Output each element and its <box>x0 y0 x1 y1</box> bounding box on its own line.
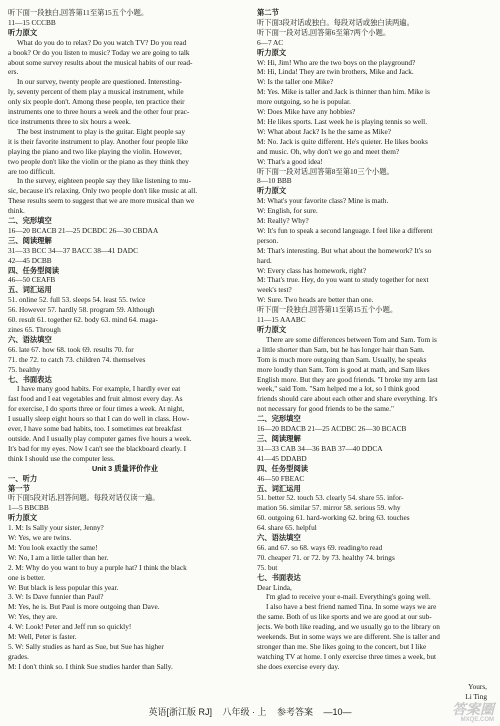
text-line: W: Does Mike have any hobbies? <box>257 107 356 117</box>
text-line: 71. the 72. to catch 73. children 74. themselves <box>8 354 146 364</box>
text-line: I also have a best friend named Tina. In some ways we are <box>266 602 437 612</box>
text-line: 31—33 BCC 34—37 BACC 38—41 DADC <box>8 245 138 255</box>
watermark-logo <box>452 699 494 723</box>
text-line: think I should use the computer less. <box>8 453 115 463</box>
text-line: W: No, I am a little taller than her. <box>8 552 109 562</box>
text-line: 1—5 BBCBB <box>8 503 49 513</box>
text-line: 16—20 BCACB 21—25 DCBDC 26—30 CBDAA <box>8 225 159 235</box>
text-line: 听下面3段对话或独白。每段对话或独白读两遍。 <box>257 17 414 27</box>
text-line: 二、完形填空 <box>8 216 52 226</box>
text-line: two people don't like the violin or the piano as they think they <box>8 156 189 166</box>
text-line: and music. Oh, why don't we go and meet them? <box>257 146 400 156</box>
text-line: Li Ting <box>465 691 487 701</box>
text-line: 听力原文 <box>257 325 287 334</box>
text-line: 41—45 DDABD <box>257 453 307 463</box>
text-line: 三、阅读理解 <box>8 235 52 245</box>
text-line: M: He likes sports. Last week he is playing tennis so well. <box>257 116 428 126</box>
text-line: W: English, for sure. <box>257 206 318 216</box>
text-line: 听下面5段对话,回答问题。每段对话仅读一遍。 <box>8 493 160 503</box>
page-footer <box>0 705 500 718</box>
text-line: 51. better 52. touch 53. clearly 54. share 55. infor- <box>257 493 404 503</box>
text-line: 66. late 67. how 68. took 69. results 70. for <box>8 344 134 354</box>
text-line: she does exercise every day. <box>257 661 340 671</box>
text-line: 四、任务型阅读 <box>8 265 60 275</box>
text-line: watching TV at home. I only exercise three times a week, but <box>257 651 437 661</box>
text-line: sic, because it's relaxing. Only two people don't like music at all. <box>8 186 198 196</box>
text-line: 听下面一段对话,回答第8至第10三个小题。 <box>257 166 394 176</box>
text-line: M: Well, Peter is faster. <box>8 632 77 642</box>
footer-label: 参考答案 <box>277 707 314 717</box>
text-line: W: It's fun to speak a second language. I feel like a different <box>257 225 433 235</box>
text-line: are too difficult. <box>8 166 56 176</box>
text-line: 一、听力 <box>8 473 38 483</box>
text-line: ly, seventy percent of them play a musical instrument, while <box>8 87 184 97</box>
text-line: Yours, <box>468 681 487 691</box>
text-line: I have many good habits. For example, I hardly ever eat <box>17 384 181 394</box>
text-line: 31—33 CAB 34—36 BAB 37—40 DDCA <box>257 443 383 453</box>
text-line: 16—20 BDACB 21—25 ACDBC 26—30 BCACB <box>257 424 407 434</box>
text-line: 70. cheaper 71. or 72. by 73. healthy 74. brings <box>257 552 395 562</box>
text-line: M: Really? Why? <box>257 216 309 226</box>
text-line: 第二节 <box>257 8 279 17</box>
text-line: think. <box>8 206 25 216</box>
text-line: M: Hi, Linda! They are twin brothers, Mike and Jack. <box>257 67 414 77</box>
text-line: ers. <box>8 67 19 77</box>
text-line: 3. W: Is Dave funnier than Paul? <box>8 592 104 602</box>
text-line: hard. <box>257 255 272 265</box>
text-line: 2. M: Why do you want to buy a purple hat? I think the black <box>8 562 187 572</box>
text-line: outside. And I usually play computer games five hours a week. <box>8 433 192 443</box>
text-line: The best instrument to play is the guitar. Eight people say <box>17 126 185 136</box>
text-line: 二、完形填空 <box>257 414 301 424</box>
text-line: 六、语法填空 <box>8 334 52 344</box>
text-line: W: But black is less popular this year. <box>8 582 119 592</box>
text-line: not necessary for good friends to be the same." <box>257 404 394 414</box>
text-line: I usually sleep eight hours so that I can do well in class. How- <box>8 414 190 424</box>
footer-subject: 英语[浙江版 RJ] <box>148 707 212 717</box>
text-line: for exercise, I do sports three or four times a week. At night, <box>8 404 185 414</box>
text-line: one is better. <box>8 572 46 582</box>
text-line: 56. However 57. hardly 58. program 59. Although <box>8 305 155 315</box>
text-line: 11—15 CCCBB <box>8 17 56 27</box>
text-line: W: That's a good idea! <box>257 156 323 166</box>
watermark-text: 答案圈 <box>452 701 494 717</box>
text-line: In our survey, twenty people are questioned. Interesting- <box>17 77 182 87</box>
text-line: M: No. Jack is quite different. He's quieter. He likes books <box>257 136 428 146</box>
text-line: English more. But they are good friends. "I broke my arm last <box>257 374 438 384</box>
text-line: These results seem to suggest that we are more musical than we <box>8 196 195 206</box>
text-line: a little shorter than Sam, but he has longer hair than Sam. <box>257 344 425 354</box>
text-line: 五、词汇运用 <box>257 483 301 493</box>
text-line: W: Sure. Two heads are better than one. <box>257 295 374 305</box>
text-line: 11—15 AAABC <box>257 315 306 325</box>
text-line: 8—10 BBB <box>257 176 292 186</box>
text-line: the same. Both of us like sports and we are good at our sub- <box>257 612 432 622</box>
footer-page-number: —10— <box>323 707 352 717</box>
text-line: W: Yes, we are twins. <box>8 533 72 543</box>
text-line: 5. W: Sally studies as hard as Sue, but Sue has higher <box>8 642 164 651</box>
text-line: M: That's true. Hey, do you want to study together for next <box>257 275 429 285</box>
text-line: grades. <box>8 651 29 661</box>
text-line: 听力原文 <box>257 47 287 57</box>
text-line: 6—7 AC <box>257 37 284 47</box>
text-line: 60. outgoing 61. hard-working 62. bring 63. touches <box>257 513 410 523</box>
text-line: week," said Tom. "Sam helped me a lot, so I think good <box>257 384 420 394</box>
text-line: 1. M: Is Sally your sister, Jenny? <box>8 523 104 533</box>
text-line: it is their favorite instrument to play. Another four people like <box>8 136 189 146</box>
text-line: about some survey results about the musical habits of our read- <box>8 57 193 67</box>
text-line: Unit 3 质量评价作业 <box>91 463 159 473</box>
text-line: What do you do to relax? Do you watch TV? Do you read <box>17 37 187 47</box>
text-line: In the survey, eighteen people say they like listening to mu- <box>17 176 191 186</box>
text-line: 第一节 <box>8 483 30 493</box>
text-line: 听力原文 <box>257 186 287 196</box>
text-line: W: What about Jack? Is he the same as Mike? <box>257 126 391 136</box>
text-line: 66. and 67. so 68. ways 69. reading/to read <box>257 542 383 552</box>
text-line: ever, I have some bad habits, too. I sometimes eat breakfast <box>8 424 182 434</box>
text-line: more outgoing, so he is popular. <box>257 97 351 107</box>
text-line: friends should care about each other and share everything. It's <box>257 394 438 404</box>
text-line: zines 65. Through <box>8 325 61 334</box>
watermark-url: MXQE.COM <box>460 717 494 723</box>
left-column <box>8 8 242 672</box>
text-line: There are some differences between Tom and Sam. Tom is <box>266 334 437 344</box>
text-line: a book? Or do you listen to music? Today we are going to talk <box>8 47 190 57</box>
text-line: 四、任务型阅读 <box>257 463 309 473</box>
text-line: week's test? <box>257 285 292 295</box>
text-line: W: Every class has homework, right? <box>257 265 367 275</box>
text-line: 五、词汇运用 <box>8 285 52 295</box>
text-line: M: You look exactly the same! <box>8 542 98 552</box>
text-line: stronger than me. She likes going to the concert, but I like <box>257 642 427 651</box>
text-line: M: I don't think so. I think Sue studies harder than Sally. <box>8 661 173 671</box>
text-line: weekends. But in some ways we are different. She is taller and <box>257 632 440 642</box>
text-line: W: Is the taller one Mike? <box>257 77 334 87</box>
text-line: 听下面一段独白,回答第11至第15五个小题。 <box>257 305 398 315</box>
text-line: 听力原文 <box>8 513 38 523</box>
text-line: 46—50 CEAFB <box>8 275 56 285</box>
text-line: 听力原文 <box>8 27 38 37</box>
text-line: 60. result 61. together 62. body 63. mind 64. maga- <box>8 315 158 325</box>
text-line: 三、阅读理解 <box>257 433 301 443</box>
text-line: more loudly than Sam. Tom is good at math, and Sam likes <box>257 364 430 374</box>
text-line: W: Yes, they are. <box>8 612 58 622</box>
text-line: 六、语法填空 <box>257 533 301 543</box>
text-line: 75. healthy <box>8 364 41 374</box>
text-line: It's bad for my eyes. Now I can't see the blackboard clearly. I <box>8 443 187 453</box>
text-line: only six people don't. Among these people, ten practice their <box>8 97 185 107</box>
text-line: 七、书面表达 <box>8 374 52 384</box>
text-line: M: What's your favorite class? Mine is math. <box>257 196 389 206</box>
text-line: 听下面一段对话,回答第6至第7两个小题。 <box>257 27 391 37</box>
text-line: mation 56. similar 57. mirror 58. serious 59. why <box>257 503 401 513</box>
right-column <box>257 8 491 701</box>
text-line: instruments one to three hours a week and the other four prac- <box>8 107 190 117</box>
text-line: 75. but <box>257 562 278 572</box>
text-line: 46—50 FBEAC <box>257 473 305 483</box>
text-line: fast food and I eat vegetables and fruit almost every day. As <box>8 394 183 404</box>
text-line: jects. We both like reading, and we usually go to the library on <box>257 622 440 632</box>
text-line: 4. W: Look! Peter and Jeff run so quickly! <box>8 622 132 632</box>
text-line: 七、书面表达 <box>257 572 301 582</box>
text-line: person. <box>257 235 279 245</box>
text-line: tice instruments three to six hours a week. <box>8 116 131 126</box>
text-line: Tom is much more outgoing than Sam. Usually, he speaks <box>257 354 427 364</box>
text-line: 听下面一段独白,回答第11至第15五个小题。 <box>8 8 149 17</box>
text-line: playing the piano and two like playing the violin. However, <box>8 146 182 156</box>
text-line: 51. online 52. full 53. sleeps 54. least 55. twice <box>8 295 146 305</box>
text-line <box>257 672 491 682</box>
text-line: I'm glad to receive your e-mail. Everything's going well. <box>266 592 431 602</box>
text-line: M: Yes. Mike is taller and Jack is thinner than him. Mike is <box>257 87 430 97</box>
text-line: Dear Linda, <box>257 582 292 592</box>
footer-grade: 八年级 · 上 <box>222 707 267 717</box>
text-line: 42—45 DCBB <box>8 255 52 265</box>
text-line: M: That's interesting. But what about the homework? It's so <box>257 245 432 255</box>
text-line: W: Hi, Jim! Who are the two boys on the playground? <box>257 57 416 67</box>
text-line: 64. share 65. helpful <box>257 523 317 533</box>
text-line: M: Yes, he is. But Paul is more outgoing than Dave. <box>8 602 160 612</box>
